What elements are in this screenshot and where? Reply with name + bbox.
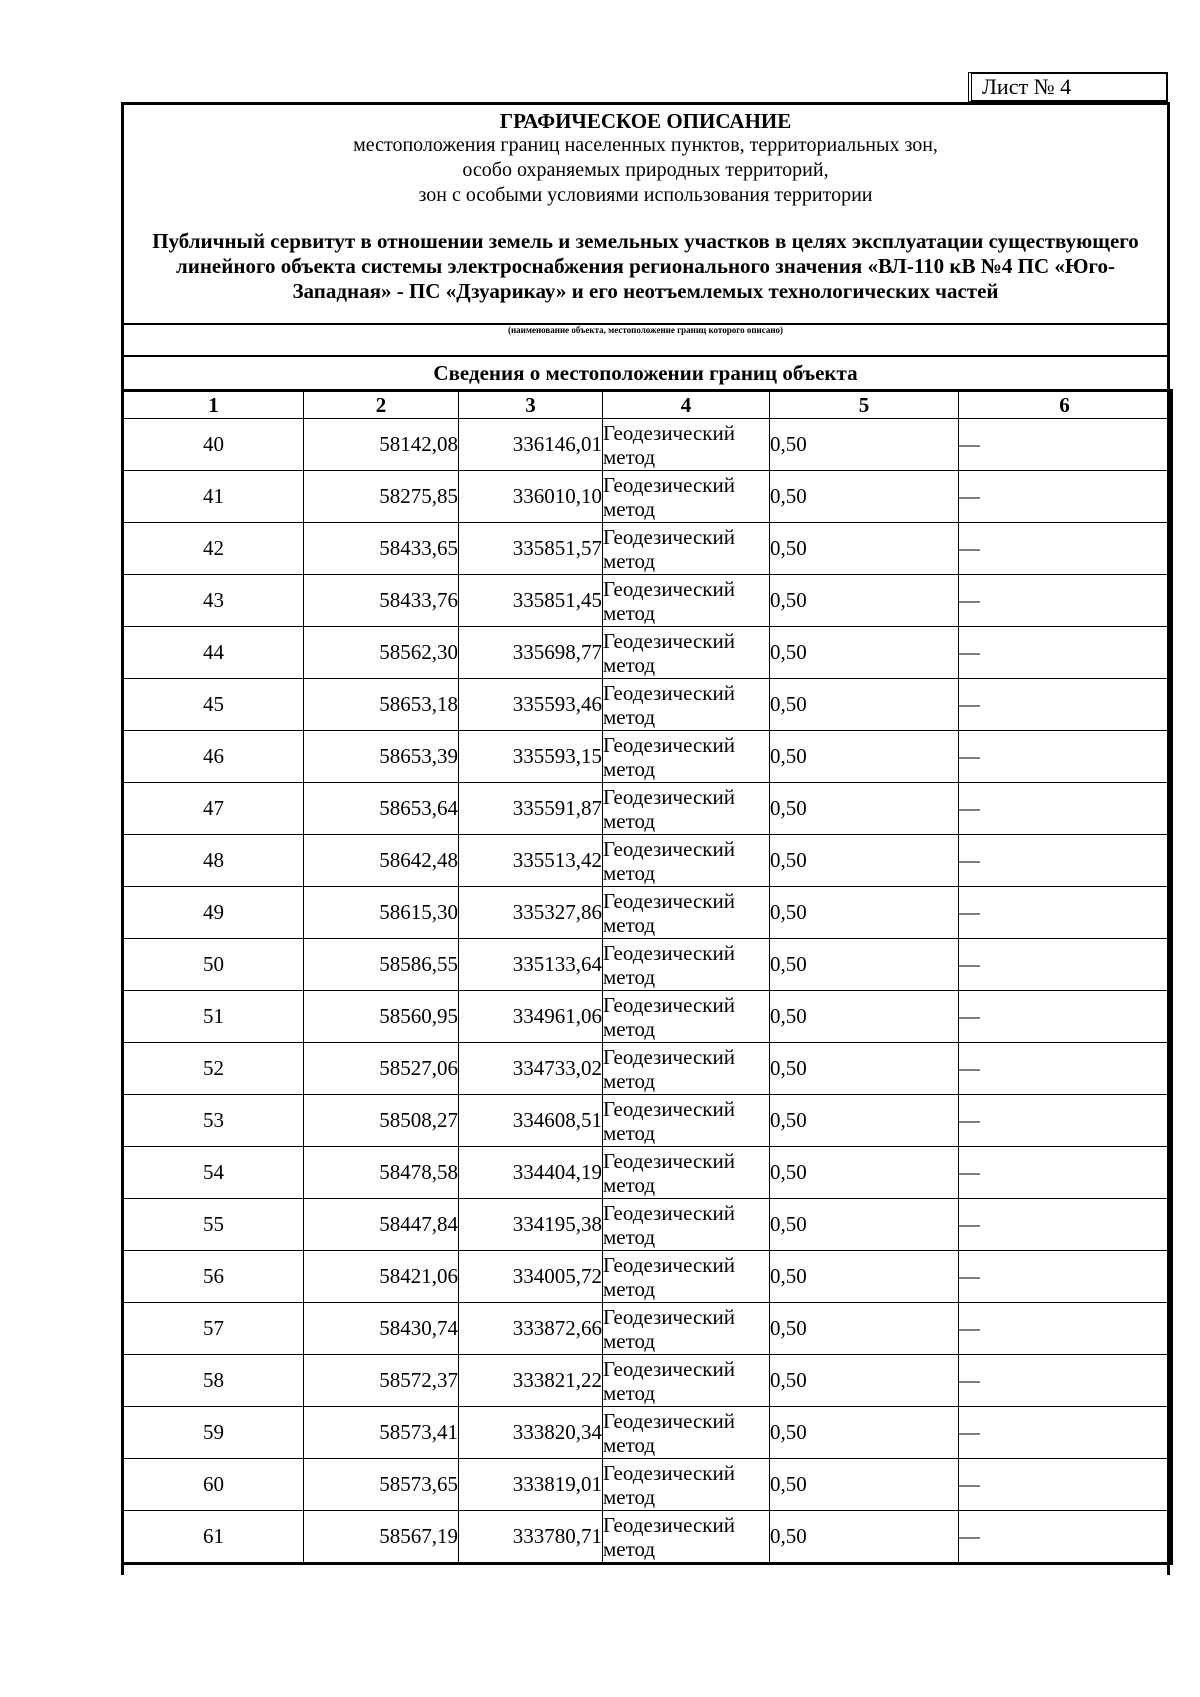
- column-header: 4: [603, 391, 770, 419]
- x-coordinate-cell: 58573,65: [304, 1459, 459, 1511]
- accuracy-cell: 0,50: [770, 1303, 959, 1355]
- point-number-cell: 44: [123, 627, 304, 679]
- description-cell: —: [959, 1355, 1172, 1407]
- method-cell: Геодезический метод: [603, 1199, 770, 1251]
- description-cell: —: [959, 679, 1172, 731]
- table-row: [123, 1095, 1172, 1147]
- accuracy-cell: 0,50: [770, 991, 959, 1043]
- description-cell: —: [959, 1095, 1172, 1147]
- accuracy-cell: 0,50: [770, 1511, 959, 1564]
- x-coordinate-cell: 58478,58: [304, 1147, 459, 1199]
- method-cell: Геодезический метод: [603, 1511, 770, 1564]
- method-cell: Геодезический метод: [603, 1043, 770, 1095]
- point-number-cell: 46: [123, 731, 304, 783]
- method-cell: Геодезический метод: [603, 523, 770, 575]
- accuracy-cell: 0,50: [770, 783, 959, 835]
- x-coordinate-cell: 58653,64: [304, 783, 459, 835]
- method-cell: Геодезический метод: [603, 731, 770, 783]
- accuracy-cell: 0,50: [770, 731, 959, 783]
- subtitle-line: особо охраняемых природных территорий,: [462, 159, 829, 181]
- description-cell: —: [959, 835, 1172, 887]
- point-number-cell: 42: [123, 523, 304, 575]
- table-row: [123, 627, 1172, 679]
- method-cell: Геодезический метод: [603, 471, 770, 523]
- description-cell: —: [959, 1199, 1172, 1251]
- point-number-cell: 61: [123, 1511, 304, 1564]
- accuracy-cell: 0,50: [770, 575, 959, 627]
- y-coordinate-cell: 334005,72: [459, 1251, 603, 1303]
- description-cell: —: [959, 887, 1172, 939]
- table-row: [123, 1043, 1172, 1095]
- accuracy-cell: 0,50: [770, 471, 959, 523]
- description-cell: —: [959, 575, 1172, 627]
- table-row: [123, 1459, 1172, 1511]
- table-row: [123, 1355, 1172, 1407]
- divider: [124, 355, 1167, 357]
- object-name: Публичный сервитут в отношении земель и земельных участков в целях эксплуатации существующего линейного объекта системы электроснабжения регионального значения «ВЛ-110 кВ №4 ПС «Юго-Западная» - ПС «Дзуарикау» и его неотъемлемых технологических частей: [152, 229, 1139, 303]
- point-number-cell: 41: [123, 471, 304, 523]
- x-coordinate-cell: 58586,55: [304, 939, 459, 991]
- point-number-cell: 57: [123, 1303, 304, 1355]
- y-coordinate-cell: 334961,06: [459, 991, 603, 1043]
- subtitle-line: местоположения границ населенных пунктов, территориальных зон,: [353, 134, 938, 156]
- point-number-cell: 53: [123, 1095, 304, 1147]
- method-cell: Геодезический метод: [603, 1095, 770, 1147]
- x-coordinate-cell: 58142,08: [304, 419, 459, 471]
- point-number-cell: 55: [123, 1199, 304, 1251]
- method-cell: Геодезический метод: [603, 1303, 770, 1355]
- point-number-cell: 59: [123, 1407, 304, 1459]
- description-cell: —: [959, 1303, 1172, 1355]
- y-coordinate-cell: 333821,22: [459, 1355, 603, 1407]
- x-coordinate-cell: 58447,84: [304, 1199, 459, 1251]
- method-cell: Геодезический метод: [603, 627, 770, 679]
- y-coordinate-cell: 333819,01: [459, 1459, 603, 1511]
- table-row: [123, 1407, 1172, 1459]
- description-cell: —: [959, 1147, 1172, 1199]
- y-coordinate-cell: 336146,01: [459, 419, 603, 471]
- method-cell: Геодезический метод: [603, 887, 770, 939]
- accuracy-cell: 0,50: [770, 939, 959, 991]
- x-coordinate-cell: 58642,48: [304, 835, 459, 887]
- point-number-cell: 56: [123, 1251, 304, 1303]
- y-coordinate-cell: 335593,15: [459, 731, 603, 783]
- document-title: ГРАФИЧЕСКОЕ ОПИСАНИЕ: [499, 109, 792, 133]
- method-cell: Геодезический метод: [603, 939, 770, 991]
- method-cell: Геодезический метод: [603, 991, 770, 1043]
- x-coordinate-cell: 58567,19: [304, 1511, 459, 1564]
- table-row: [123, 887, 1172, 939]
- description-cell: —: [959, 1251, 1172, 1303]
- accuracy-cell: 0,50: [770, 679, 959, 731]
- x-coordinate-cell: 58433,65: [304, 523, 459, 575]
- point-number-cell: 40: [123, 419, 304, 471]
- y-coordinate-cell: 334608,51: [459, 1095, 603, 1147]
- accuracy-cell: 0,50: [770, 1459, 959, 1511]
- subtitle-line: зон с особыми условиями использования территории: [418, 184, 873, 206]
- y-coordinate-cell: 335327,86: [459, 887, 603, 939]
- point-number-cell: 47: [123, 783, 304, 835]
- table-row: [123, 731, 1172, 783]
- description-cell: —: [959, 1043, 1172, 1095]
- x-coordinate-cell: 58562,30: [304, 627, 459, 679]
- accuracy-cell: 0,50: [770, 887, 959, 939]
- table-row: [123, 1251, 1172, 1303]
- accuracy-cell: 0,50: [770, 1407, 959, 1459]
- x-coordinate-cell: 58508,27: [304, 1095, 459, 1147]
- x-coordinate-cell: 58421,06: [304, 1251, 459, 1303]
- y-coordinate-cell: 335133,64: [459, 939, 603, 991]
- table-row: [123, 1511, 1172, 1564]
- point-number-cell: 50: [123, 939, 304, 991]
- column-header: 2: [304, 391, 459, 419]
- section-title: Сведения о местоположении границ объекта: [433, 361, 858, 385]
- accuracy-cell: 0,50: [770, 1199, 959, 1251]
- y-coordinate-cell: 333820,34: [459, 1407, 603, 1459]
- description-cell: —: [959, 471, 1172, 523]
- table-row: [123, 523, 1172, 575]
- point-number-cell: 43: [123, 575, 304, 627]
- y-coordinate-cell: 335698,77: [459, 627, 603, 679]
- table-row: [123, 1147, 1172, 1199]
- table-row: [123, 835, 1172, 887]
- table-row: [123, 575, 1172, 627]
- table-row: [123, 939, 1172, 991]
- point-number-cell: 45: [123, 679, 304, 731]
- x-coordinate-cell: 58275,85: [304, 471, 459, 523]
- coordinates-table: [121, 389, 1173, 1565]
- description-cell: —: [959, 1407, 1172, 1459]
- accuracy-cell: 0,50: [770, 1043, 959, 1095]
- table-row: [123, 1303, 1172, 1355]
- accuracy-cell: 0,50: [770, 1355, 959, 1407]
- table-header-row: [123, 391, 1172, 419]
- column-header: 1: [123, 391, 304, 419]
- y-coordinate-cell: 336010,10: [459, 471, 603, 523]
- table-row: [123, 471, 1172, 523]
- y-coordinate-cell: 334733,02: [459, 1043, 603, 1095]
- accuracy-cell: 0,50: [770, 1095, 959, 1147]
- x-coordinate-cell: 58430,74: [304, 1303, 459, 1355]
- y-coordinate-cell: 333872,66: [459, 1303, 603, 1355]
- point-number-cell: 52: [123, 1043, 304, 1095]
- y-coordinate-cell: 333780,71: [459, 1511, 603, 1564]
- description-cell: —: [959, 731, 1172, 783]
- point-number-cell: 54: [123, 1147, 304, 1199]
- y-coordinate-cell: 335851,45: [459, 575, 603, 627]
- description-cell: —: [959, 419, 1172, 471]
- description-cell: —: [959, 1459, 1172, 1511]
- description-cell: —: [959, 783, 1172, 835]
- accuracy-cell: 0,50: [770, 523, 959, 575]
- table-row: [123, 1199, 1172, 1251]
- sheet-number: Лист № 4: [968, 72, 1168, 102]
- description-cell: —: [959, 523, 1172, 575]
- method-cell: Геодезический метод: [603, 1355, 770, 1407]
- table-row: [123, 991, 1172, 1043]
- x-coordinate-cell: 58433,76: [304, 575, 459, 627]
- accuracy-cell: 0,50: [770, 835, 959, 887]
- method-cell: Геодезический метод: [603, 1147, 770, 1199]
- y-coordinate-cell: 335593,46: [459, 679, 603, 731]
- point-number-cell: 48: [123, 835, 304, 887]
- x-coordinate-cell: 58653,39: [304, 731, 459, 783]
- point-number-cell: 49: [123, 887, 304, 939]
- y-coordinate-cell: 334195,38: [459, 1199, 603, 1251]
- description-cell: —: [959, 627, 1172, 679]
- x-coordinate-cell: 58653,18: [304, 679, 459, 731]
- column-header: 3: [459, 391, 603, 419]
- method-cell: Геодезический метод: [603, 575, 770, 627]
- y-coordinate-cell: 335513,42: [459, 835, 603, 887]
- point-number-cell: 51: [123, 991, 304, 1043]
- method-cell: Геодезический метод: [603, 783, 770, 835]
- accuracy-cell: 0,50: [770, 1147, 959, 1199]
- description-cell: —: [959, 991, 1172, 1043]
- table-row: [123, 419, 1172, 471]
- method-cell: Геодезический метод: [603, 1459, 770, 1511]
- y-coordinate-cell: 335851,57: [459, 523, 603, 575]
- y-coordinate-cell: 334404,19: [459, 1147, 603, 1199]
- x-coordinate-cell: 58572,37: [304, 1355, 459, 1407]
- method-cell: Геодезический метод: [603, 679, 770, 731]
- x-coordinate-cell: 58615,30: [304, 887, 459, 939]
- object-caption: (наименование объекта, местоположение границ которого описано): [507, 325, 784, 335]
- description-cell: —: [959, 1511, 1172, 1564]
- method-cell: Геодезический метод: [603, 835, 770, 887]
- point-number-cell: 60: [123, 1459, 304, 1511]
- accuracy-cell: 0,50: [770, 627, 959, 679]
- column-header: 6: [959, 391, 1172, 419]
- document-subtitle: [124, 133, 1167, 208]
- accuracy-cell: 0,50: [770, 1251, 959, 1303]
- method-cell: Геодезический метод: [603, 419, 770, 471]
- description-cell: —: [959, 939, 1172, 991]
- point-number-cell: 58: [123, 1355, 304, 1407]
- x-coordinate-cell: 58560,95: [304, 991, 459, 1043]
- table-row: [123, 783, 1172, 835]
- y-coordinate-cell: 335591,87: [459, 783, 603, 835]
- accuracy-cell: 0,50: [770, 419, 959, 471]
- x-coordinate-cell: 58527,06: [304, 1043, 459, 1095]
- column-header: 5: [770, 391, 959, 419]
- method-cell: Геодезический метод: [603, 1251, 770, 1303]
- x-coordinate-cell: 58573,41: [304, 1407, 459, 1459]
- table-row: [123, 679, 1172, 731]
- method-cell: Геодезический метод: [603, 1407, 770, 1459]
